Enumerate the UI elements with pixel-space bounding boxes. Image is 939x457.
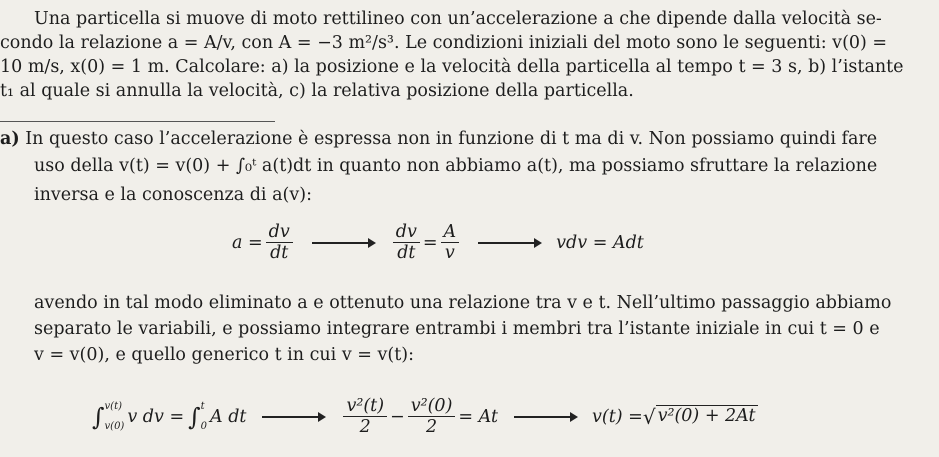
- integral-sign-icon: ∫: [188, 402, 201, 431]
- problem-line-1: Una particella si muove di moto rettilineo con un’accelerazione a che dipende dalla velocità se-: [34, 9, 882, 29]
- solution-line-1: [0, 128, 877, 150]
- solution-line-3: inversa e la conoscenza di a(v):: [34, 185, 312, 205]
- part-marker: a): [0, 129, 20, 149]
- eq1-frac-2: [393, 222, 420, 263]
- arrow-icon: [478, 242, 540, 244]
- problem-line-4: t₁ al quale si annulla la velocità, c) la relativa posizione della particella.: [0, 81, 634, 101]
- eq1-lhs: a =: [232, 232, 263, 253]
- eq1-f3-num: A: [441, 222, 460, 243]
- problem-line-3: 10 m/s, x(0) = 1 m. Calcolare: a) la posizione e la velocità della particella al tempo t = 3 s, b) l’istante: [0, 57, 904, 77]
- solution-line-5: separato le variabili, e possiamo integrare entrambi i membri tra l’istante iniziale in cui t = 0 e: [34, 319, 880, 339]
- eq2-f1-num: v²(t): [343, 396, 387, 417]
- sqrt-content: v²(0) + 2At: [657, 405, 756, 426]
- eq1-f2-num: dv: [393, 222, 420, 243]
- eq1-frac-3: [441, 222, 460, 263]
- solution-line-4: avendo in tal modo eliminato a e ottenuto una relazione tra v e t. Nell’ultimo passaggio abbiamo: [34, 293, 892, 313]
- eq1-f2-den: dt: [397, 243, 416, 263]
- solution-line-6: v = v(0), e quello generico t in cui v = v(t):: [34, 345, 414, 365]
- problem-line-2: condo la relazione a = A/v, con A = −3 m²/s³. Le condizioni iniziali del moto sono le seguenti: v(0) =: [0, 33, 888, 53]
- eq1-f1-den: dt: [270, 243, 289, 263]
- int1-lower: v(0): [104, 420, 125, 432]
- solution-line-2: uso della v(t) = v(0) + ∫₀ᵗ a(t)dt in quanto non abbiamo a(t), ma possiamo sfruttare la relazione: [34, 156, 878, 176]
- eq1-frac-1: [266, 222, 293, 263]
- equation-1: [232, 222, 644, 263]
- square-root: [643, 405, 758, 429]
- eq2-result-lhs: v(t) =: [592, 406, 643, 427]
- eq2-frac-1: [343, 396, 387, 437]
- int1-limits: [105, 401, 125, 433]
- eq1-equals: =: [422, 232, 438, 253]
- eq1-rhs: vdv = Adt: [556, 232, 644, 253]
- int2-lower: 0: [200, 420, 207, 432]
- eq1-f3-den: v: [444, 243, 455, 263]
- eq2-f1-den: 2: [359, 417, 371, 437]
- integral-sign-icon: ∫: [92, 402, 105, 431]
- arrow-icon: [514, 416, 576, 418]
- radical-sign-icon: √: [642, 404, 656, 429]
- section-divider: [0, 121, 275, 122]
- arrow-icon: [312, 242, 374, 244]
- int2-limits: [201, 401, 207, 433]
- int2-upper: t: [200, 400, 205, 412]
- int1-upper: v(t): [104, 400, 122, 412]
- eq2-f2-den: 2: [425, 417, 438, 437]
- eq2-f2-num: v²(0): [408, 396, 456, 417]
- arrow-icon: [262, 416, 324, 418]
- equation-2: [92, 396, 758, 437]
- eq2-frac-2: [408, 396, 456, 437]
- solution-line-1-text: In questo caso l’accelerazione è espressa non in funzione di t ma di v. Non possiamo quindi fare: [25, 129, 878, 149]
- eq2-minus: −: [390, 406, 405, 427]
- eq2-rhs1: = At: [458, 406, 498, 427]
- eq1-f1-num: dv: [266, 222, 293, 243]
- int1-body: v dv =: [127, 406, 185, 427]
- int2-body: A dt: [210, 406, 247, 427]
